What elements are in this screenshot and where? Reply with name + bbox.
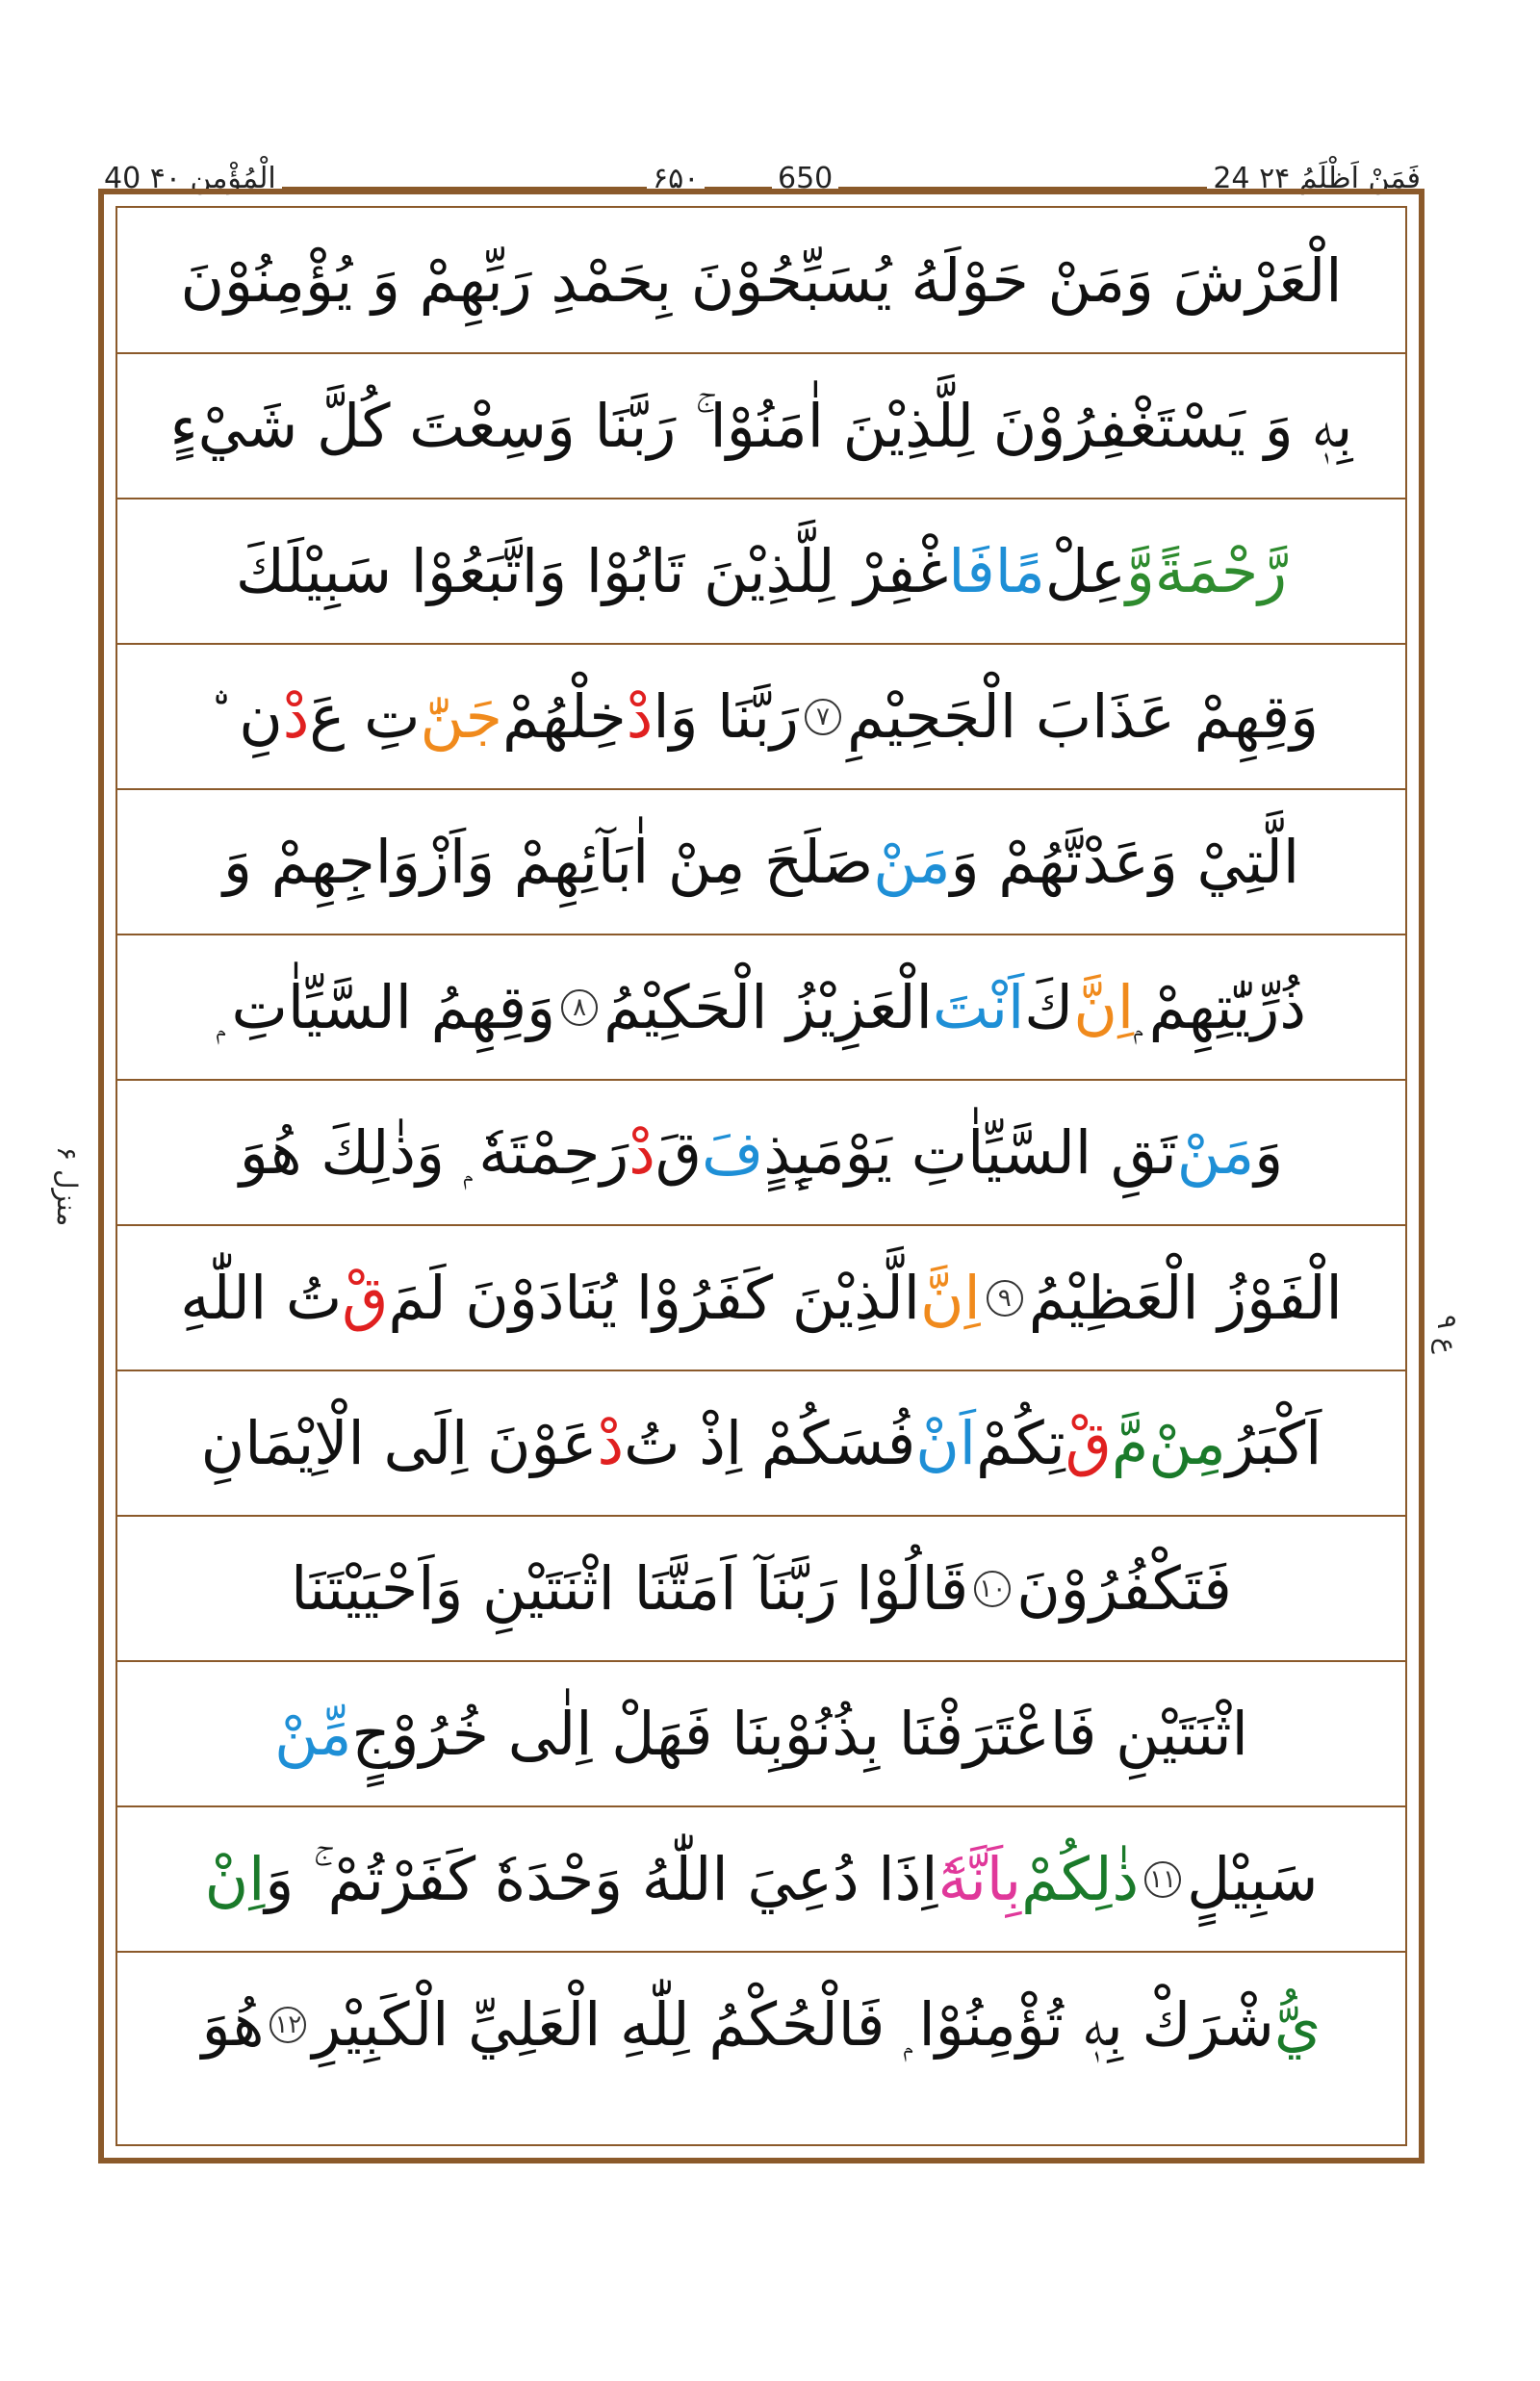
- verse-line: [117, 1080, 1405, 1225]
- ayah-number-marker: ۷: [805, 699, 841, 735]
- verse-text: كَ: [1024, 972, 1074, 1042]
- verse-line: [117, 1952, 1405, 2097]
- verse-text: مِنْ: [1148, 1408, 1226, 1478]
- verse-text: رَبَّنَا وَا: [653, 681, 799, 752]
- verse-text: مَّ: [1111, 1408, 1149, 1478]
- verse-text: الْعَزِيْزُ الْحَكِيْمُ: [603, 972, 933, 1042]
- verse-text: قْ: [342, 1263, 389, 1333]
- manzil-marker: منزل ۶: [51, 1146, 83, 1227]
- page-frame: [98, 189, 1424, 2163]
- verse-text: رَّحْمَةً: [1154, 536, 1288, 606]
- verse-text: فَ: [701, 1117, 764, 1188]
- verse-text: دْ: [629, 1117, 655, 1188]
- verse-line: [117, 1370, 1405, 1516]
- verse-text: صَلَحَ مِنْ اٰبَآئِهِمْ وَاَزْوَاجِهِمْ وَ: [222, 827, 874, 897]
- verse-text: اِنْ: [204, 1844, 266, 1914]
- verse-text: اَكْبَرُ: [1225, 1408, 1322, 1478]
- verse-text: وَّ: [1125, 536, 1155, 606]
- verse-text: نِ ۨ: [203, 681, 283, 752]
- verse-text: وَقِهِمُ السَّيِّاٰتِ ۭ: [217, 971, 556, 1042]
- verse-text: قَالُوْا رَبَّنَآ اَمَتَّنَا اثْنَتَيْنِ وَاَحْيَيْتَنَا: [291, 1553, 969, 1624]
- verse-line: [117, 789, 1405, 934]
- verse-text: مَنْ: [873, 827, 951, 897]
- verse-text: خِلْهُمْ: [502, 681, 627, 752]
- verse-text: قَ: [654, 1117, 702, 1188]
- verse-text: وَ: [1254, 1117, 1284, 1188]
- verse-text: الَّذِيْنَ كَفَرُوْا يُنَادَوْنَ لَمَ: [388, 1263, 920, 1333]
- verse-text: تُ اللّٰهِ: [180, 1263, 343, 1333]
- surah-juz-label: 24 فَمَنْ اَظْلَمُ ۲۴: [1207, 162, 1426, 195]
- verse-text: عَوْنَ اِلَى الْاِيْمَانِ: [200, 1408, 598, 1478]
- ayah-number-marker: ۹: [987, 1280, 1023, 1317]
- verse-line: [117, 934, 1405, 1080]
- verse-text: تَقِ السَّيِّاٰتِ يَوْمَىِٕذٍ: [763, 1117, 1177, 1188]
- verse-text: الْعَرْشَ وَمَنْ حَوْلَهُ يُسَبِّحُوْنَ بِحَمْدِ رَبِّهِمْ وَ يُؤْمِنُوْنَ: [180, 245, 1343, 316]
- verse-text: الْفَوْزُ الْعَظِيْمُ: [1028, 1263, 1343, 1333]
- verse-text: تِكُمْ: [976, 1408, 1065, 1478]
- verse-line: [117, 353, 1405, 499]
- verse-line: [117, 1516, 1405, 1661]
- verse-text: غْفِرْ لِلَّذِيْنَ تَابُوْا وَاتَّبَعُوْا سَبِيْلَكَ: [235, 536, 949, 606]
- verse-text: فَا: [948, 536, 995, 606]
- verse-text: بِهٖ وَ يَسْتَغْفِرُوْنَ لِلَّذِيْنَ اٰمَنُوْا ۚ رَبَّنَا وَسِعْتَ كُلَّ شَيْءٍ: [169, 390, 1353, 461]
- verse-line: [117, 644, 1405, 789]
- verse-text: مَنْ: [1176, 1117, 1255, 1188]
- verse-text: فُسَكُمْ اِذْ تُ: [624, 1408, 916, 1478]
- verse-text: عِلْ: [1044, 536, 1126, 606]
- verse-text: دْ: [626, 681, 654, 752]
- verse-line: [117, 1806, 1405, 1952]
- verse-line: [117, 208, 1405, 353]
- verse-text: يُّ: [1273, 1989, 1322, 2060]
- verse-text: فَتَكْفُرُوْنَ: [1016, 1553, 1232, 1624]
- verse-line: [117, 499, 1405, 644]
- verse-text: رَحِمْتَهٗ ۭ وَذٰلِكَ هُوَ: [239, 1116, 629, 1188]
- verse-text: مِّنْ: [274, 1699, 352, 1769]
- verse-text: هُوَ: [201, 1989, 265, 2060]
- ayah-number-marker: ۸: [561, 989, 598, 1026]
- surah-name-label: 40 الْمُؤْمِن ۴۰: [98, 162, 282, 195]
- ayah-number-marker: ۱۰: [974, 1571, 1011, 1607]
- verse-text: شْرَكْ بِهٖ تُؤْمِنُوْا ۭ فَالْحُكْمُ لِلّٰهِ الْعَلِيِّ الْكَبِيْرِ: [312, 1988, 1274, 2060]
- verse-text: جَنّٰ: [420, 681, 502, 752]
- verse-text: دْ: [282, 681, 310, 752]
- verse-text: ذُرِّيّٰتِهِمْ ۭ: [1134, 971, 1306, 1042]
- verse-text: ذٰلِكُمْ: [1021, 1844, 1140, 1914]
- verse-text: بِاَنَّهٗٓ: [937, 1844, 1022, 1914]
- verse-text: اثْنَتَيْنِ فَاعْتَرَفْنَا بِذُنُوْبِنَا فَهَلْ اِلٰى خُرُوْجٍ: [351, 1699, 1248, 1769]
- verse-text: مًا: [994, 536, 1045, 606]
- verse-text: وَقِهِمْ عَذَابَ الْجَحِيْمِ: [846, 681, 1320, 752]
- verse-text: اِنَّ: [1073, 972, 1135, 1042]
- verse-text: الَّتِيْ وَعَدْتَّهُمْ وَ: [950, 827, 1300, 897]
- verse-text: اَنْتَ: [932, 972, 1025, 1042]
- verse-text: تِ عَ: [309, 681, 421, 752]
- verse-text: دْ: [597, 1408, 625, 1478]
- ayah-number-marker: ۱۲: [270, 2007, 306, 2043]
- ruku-marker: ع ۹: [1431, 1314, 1463, 1354]
- verse-text: اَنْ: [915, 1408, 976, 1478]
- page-number: 650: [772, 162, 838, 195]
- page-number-arabic: ۶۵۰: [647, 162, 705, 195]
- verse-text: سَبِيْلٍ: [1187, 1844, 1319, 1914]
- verse-area: [116, 206, 1407, 2146]
- ayah-number-marker: ۱۱: [1144, 1861, 1181, 1898]
- verse-text: اِنَّ: [919, 1263, 981, 1333]
- verse-line: [117, 1661, 1405, 1806]
- verse-line: [117, 1225, 1405, 1370]
- verse-text: قْ: [1065, 1408, 1112, 1478]
- verse-text: اِذَا دُعِيَ اللّٰهُ وَحْدَهٗ كَفَرْتُمْ ۚ وَ: [265, 1843, 938, 1914]
